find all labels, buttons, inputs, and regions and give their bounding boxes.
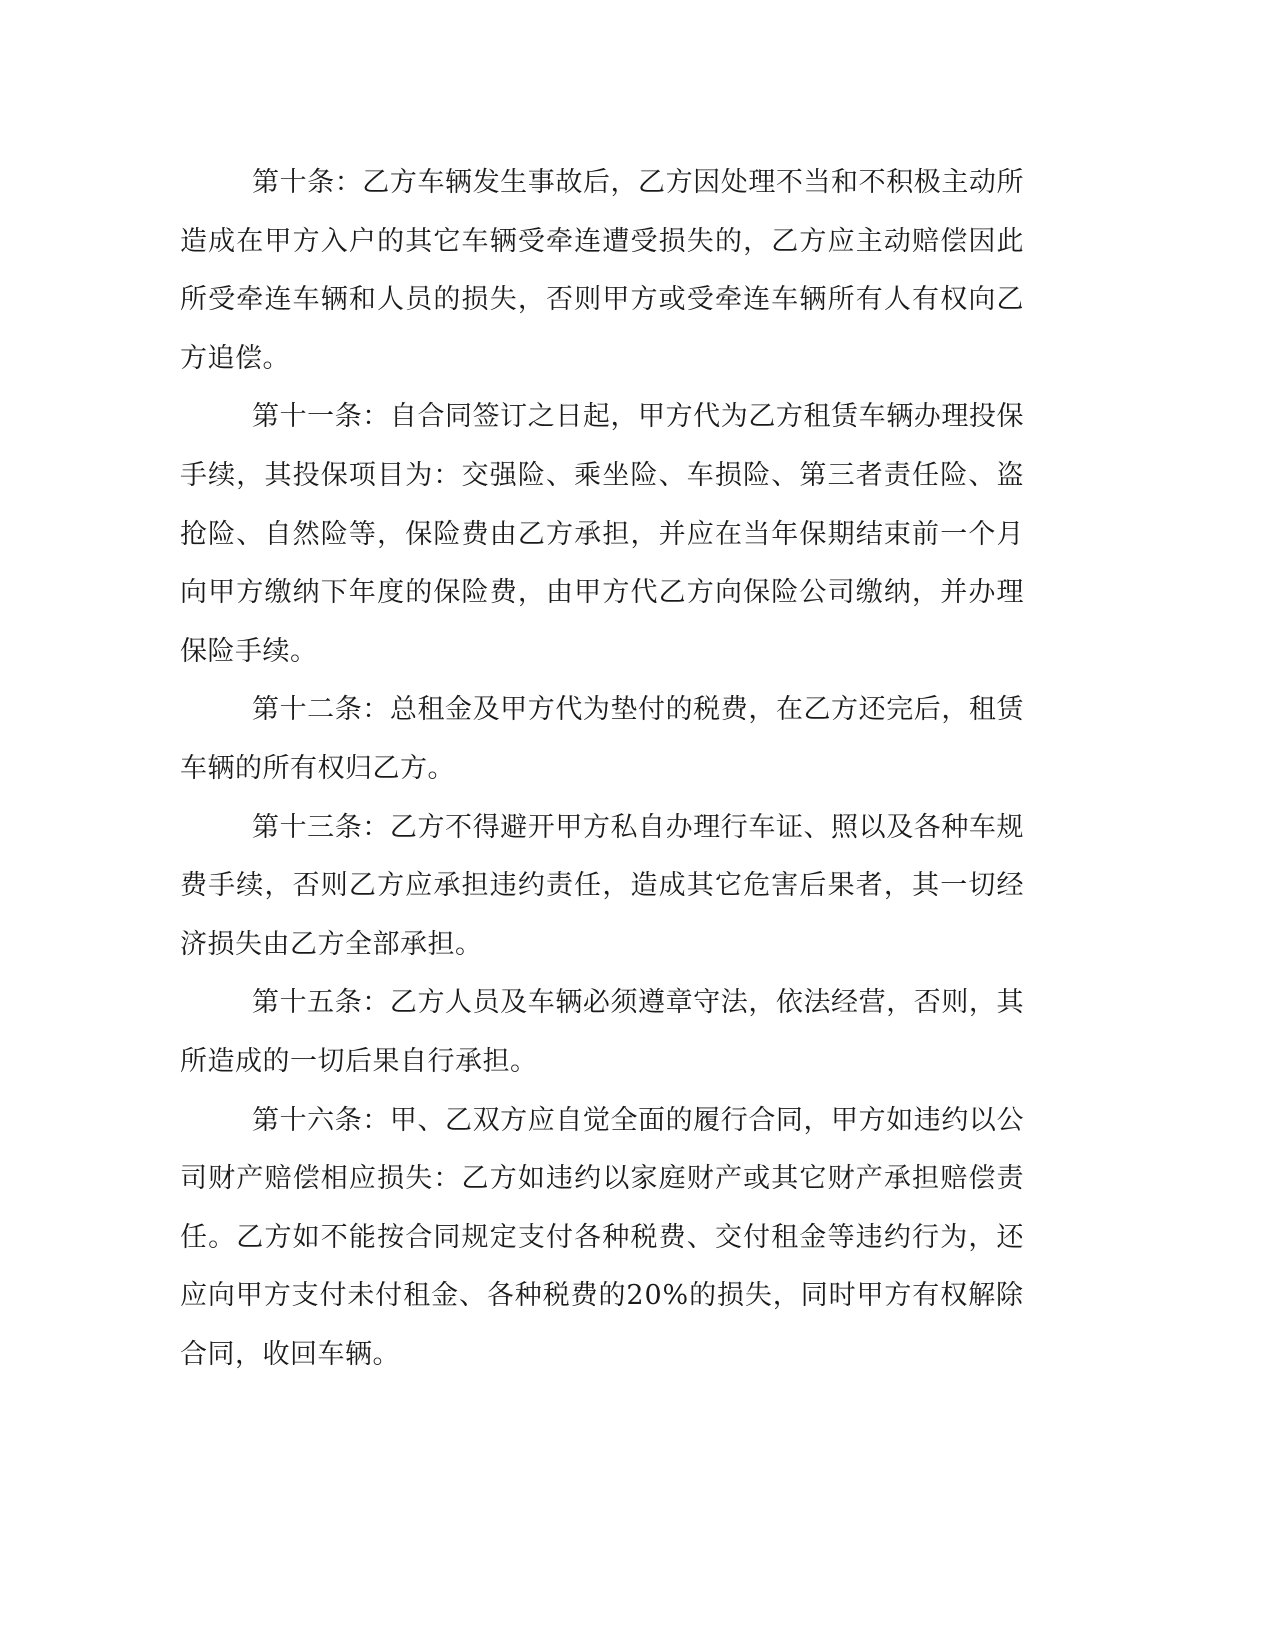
paragraph-line: 向甲方缴纳下年度的保险费，由甲方代乙方向保险公司缴纳，并办理: [180, 577, 1025, 608]
paragraph-line: 司财产赔偿相应损失：乙方如违约以家庭财产或其它财产承担赔偿责: [180, 1163, 1025, 1194]
paragraph-line: 手续，其投保项目为：交强险、乘坐险、车损险、第三者责任险、盗: [180, 460, 1025, 491]
paragraph-first-line: 第十六条：甲、乙双方应自觉全面的履行合同，甲方如违约以公: [252, 1105, 1025, 1136]
paragraph-first-line: 第十三条：乙方不得避开甲方私自办理行车证、照以及各种车规: [252, 812, 1025, 843]
paragraph-line: 方追偿。: [180, 343, 290, 374]
paragraph-line: 造成在甲方入户的其它车辆受牵连遭受损失的，乙方应主动赔偿因此: [180, 226, 1025, 257]
paragraph-line: 所造成的一切后果自行承担。: [180, 1046, 538, 1077]
paragraph-line: 济损失由乙方全部承担。: [180, 929, 483, 960]
paragraph-line: 保险手续。: [180, 636, 318, 667]
paragraph-first-line: 第十一条：自合同签订之日起，甲方代为乙方租赁车辆办理投保: [252, 401, 1025, 432]
paragraph-line: 任。乙方如不能按合同规定支付各种税费、交付租金等违约行为，还: [180, 1222, 1025, 1253]
paragraph-line: 车辆的所有权归乙方。: [180, 753, 455, 784]
paragraph-line: 费手续，否则乙方应承担违约责任，造成其它危害后果者，其一切经: [180, 870, 1025, 901]
paragraph-line: 所受牵连车辆和人员的损失，否则甲方或受牵连车辆所有人有权向乙: [180, 284, 1025, 315]
paragraph-first-line: 第十条：乙方车辆发生事故后，乙方因处理不当和不积极主动所: [252, 167, 1025, 198]
paragraph-line: 抢险、自然险等，保险费由乙方承担，并应在当年保期结束前一个月: [180, 519, 1025, 550]
paragraph-first-line: 第十五条：乙方人员及车辆必须遵章守法，依法经营，否则，其: [252, 987, 1025, 1018]
paragraph-line: 应向甲方支付未付租金、各种税费的20%的损失，同时甲方有权解除: [180, 1280, 1024, 1311]
paragraph-line: 合同，收回车辆。: [180, 1339, 400, 1370]
paragraph-first-line: 第十二条：总租金及甲方代为垫付的税费，在乙方还完后，租赁: [252, 694, 1025, 725]
